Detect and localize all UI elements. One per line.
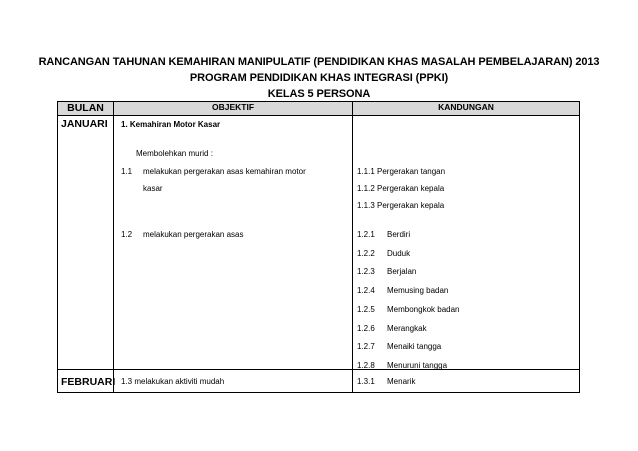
objective-text-1-3: 1.3 melakukan aktiviti mudah: [121, 377, 225, 386]
content-item-1-1-1: 1.1.1 Pergerakan tangan: [357, 167, 446, 176]
content-item-number: 1.2.4: [357, 286, 375, 295]
table-row-februari: [58, 370, 580, 393]
content-item-number: 1.2.6: [357, 324, 375, 333]
content-text-1-3-1: Menarik: [387, 377, 416, 386]
content-item-number: 1.2.2: [357, 249, 375, 258]
content-number-1-3-1: 1.3.1: [357, 377, 375, 386]
content-item-text: Memusing badan: [387, 286, 449, 295]
column-header-kandungan: KANDUNGAN: [353, 102, 580, 116]
content-item-text: Menaiki tangga: [387, 342, 442, 351]
objective-number-1-2: 1.2: [121, 230, 133, 239]
column-header-objektif: OBJEKTIF: [114, 102, 353, 116]
objective-intro: Membolehkan murid :: [136, 149, 213, 158]
kandungan-cell-januari: [353, 116, 580, 370]
content-item-text: Duduk: [387, 249, 411, 258]
content-item-number: 1.2.3: [357, 267, 375, 276]
kandungan-cell-februari: [353, 370, 580, 393]
content-item-number: 1.2.1: [357, 230, 375, 239]
content-item-1-1-2: 1.1.2 Pergerakan kepala: [357, 184, 445, 193]
objective-number-1-1: 1.1: [121, 167, 133, 176]
objective-text-1-1-cont: kasar: [143, 184, 163, 193]
table-header-row: [58, 102, 580, 116]
content-item-text: Berdiri: [387, 230, 411, 239]
document-title: RANCANGAN TAHUNAN KEMAHIRAN MANIPULATIF (PENDIDIKAN KHAS MASALAH PEMBELAJARAN) 2013: [38, 56, 600, 68]
content-item-number: 1.2.5: [357, 305, 375, 314]
class-title: KELAS 5 PERSONA: [267, 88, 371, 100]
plan-table: [57, 101, 580, 393]
content-item-number: 1.2.7: [357, 342, 375, 351]
content-item-text: Merangkak: [387, 324, 427, 333]
month-januari: JANUARI: [58, 116, 114, 370]
program-title: PROGRAM PENDIDIKAN KHAS INTEGRASI (PPKI): [189, 72, 449, 84]
content-item-text: Menuruni tangga: [387, 361, 448, 370]
section-heading: 1. Kemahiran Motor Kasar: [121, 120, 221, 129]
content-item-1-1-3: 1.1.3 Pergerakan kepala: [357, 201, 445, 210]
content-item-text: Berjalan: [387, 267, 417, 276]
month-februari: FEBRUARI: [58, 370, 114, 393]
column-header-bulan: BULAN: [58, 102, 114, 116]
content-item-number: 1.2.8: [357, 361, 375, 370]
objektif-cell-februari: [114, 370, 353, 393]
objektif-cell-januari: [114, 116, 353, 370]
objective-text-1-1: melakukan pergerakan asas kemahiran motor: [143, 167, 306, 176]
content-item-text: Membongkok badan: [387, 305, 460, 314]
objective-text-1-2: melakukan pergerakan asas: [143, 230, 244, 239]
table-row-januari: [58, 116, 580, 370]
